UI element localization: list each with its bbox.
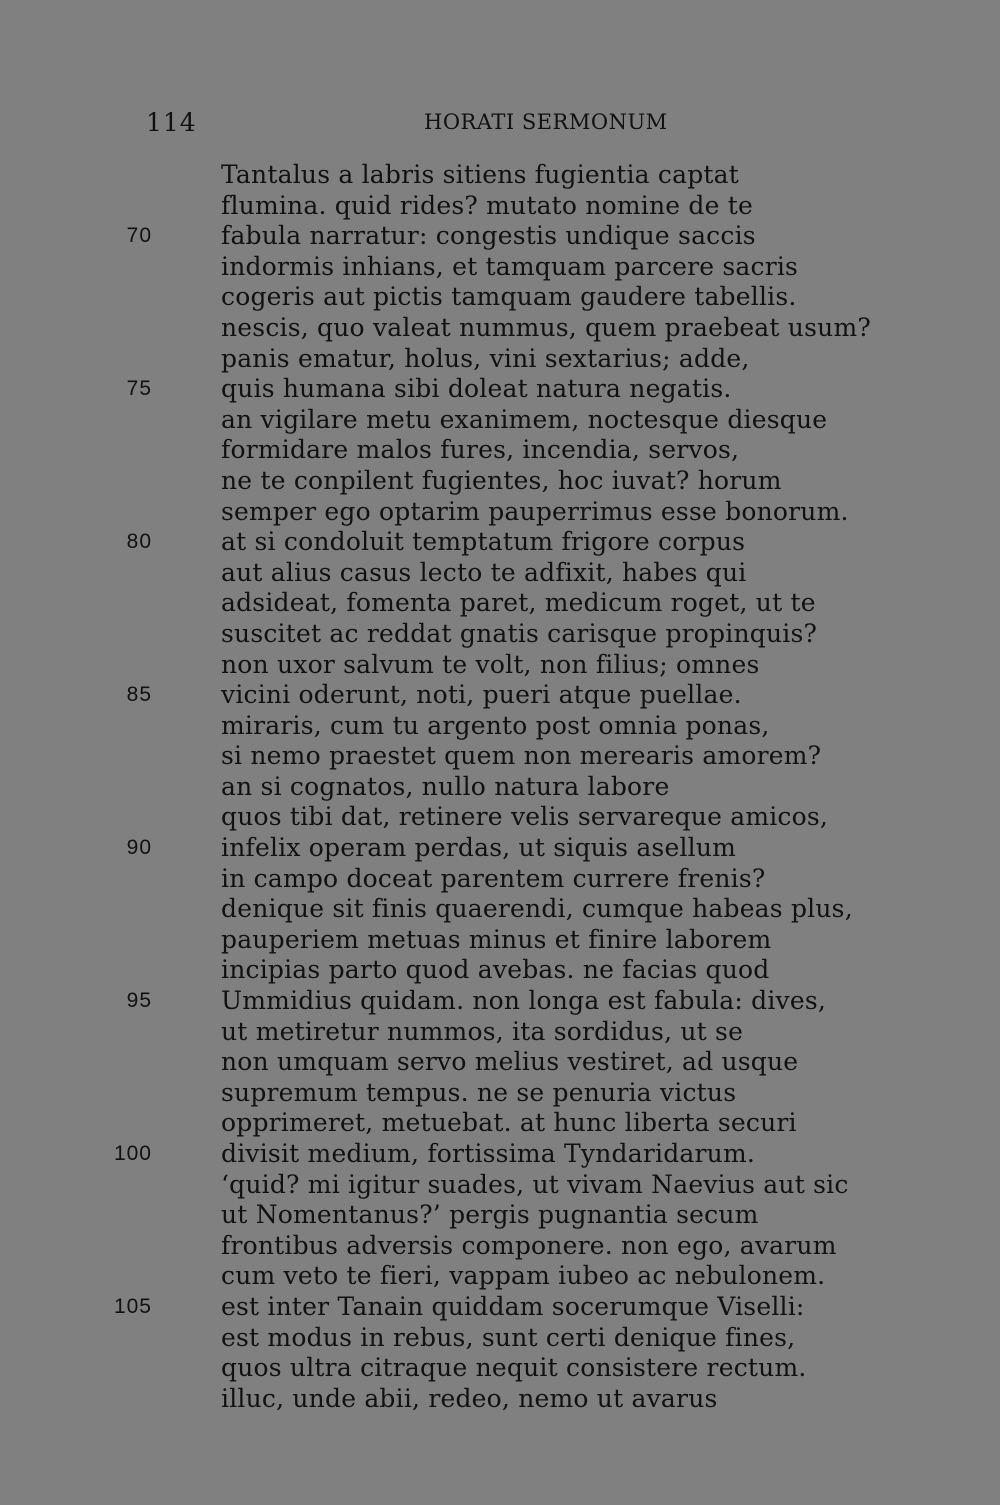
verse-line bbox=[0, 374, 1000, 405]
verse-line bbox=[0, 650, 1000, 681]
verse-line bbox=[0, 1078, 1000, 1109]
verse-text: fabula narratur: congestis undique saccis bbox=[221, 221, 756, 251]
verse-text: at si condoluit temptatum frigore corpus bbox=[221, 527, 746, 557]
verse-text: supremum tempus. ne se penuria victus bbox=[221, 1077, 737, 1107]
verse-text: est inter Tanain quiddam socerumque Viselli: bbox=[221, 1291, 805, 1321]
verse-text: frontibus adversis componere. non ego, avarum bbox=[221, 1230, 837, 1260]
line-number: 95 bbox=[126, 989, 152, 1013]
verse-line bbox=[0, 1384, 1000, 1415]
page-number: 114 bbox=[146, 108, 197, 137]
verse-text: quos tibi dat, retinere velis servareque amicos, bbox=[221, 802, 829, 832]
verse-text: suscitet ac reddat gnatis carisque propinquis? bbox=[221, 618, 818, 648]
verse-line bbox=[0, 619, 1000, 650]
verse-line bbox=[0, 344, 1000, 375]
verse-text: in campo doceat parentem currere frenis? bbox=[221, 863, 766, 893]
verse-text: aut alius casus lecto te adfixit, habes qui bbox=[221, 557, 747, 587]
verse-text: panis ematur, holus, vini sextarius; adde, bbox=[221, 343, 750, 373]
verse-text: quos ultra citraque nequit consistere rectum. bbox=[221, 1353, 807, 1383]
verse-line bbox=[0, 160, 1000, 191]
line-number: 75 bbox=[126, 377, 152, 401]
verse-text: adsideat, fomenta paret, medicum roget, ut te bbox=[221, 588, 816, 618]
verse-line bbox=[0, 741, 1000, 772]
verse-line bbox=[0, 986, 1000, 1017]
verse-line bbox=[0, 1017, 1000, 1048]
verse-text: vicini oderunt, noti, pueri atque puellae. bbox=[221, 680, 742, 710]
verse-line bbox=[0, 1139, 1000, 1170]
verse-text: formidare malos fures, incendia, servos, bbox=[221, 435, 740, 465]
verse-line bbox=[0, 1170, 1000, 1201]
verse-text: divisit medium, fortissima Tyndaridarum. bbox=[221, 1139, 756, 1168]
verse-line bbox=[0, 405, 1000, 436]
verse-text: quis humana sibi doleat natura negatis. bbox=[221, 374, 732, 404]
verse-line bbox=[0, 221, 1000, 252]
page-header bbox=[0, 108, 1000, 144]
verse-line bbox=[0, 191, 1000, 222]
verse-line bbox=[0, 1261, 1000, 1292]
verse-text: illuc, unde abii, redeo, nemo ut avarus bbox=[221, 1383, 718, 1413]
verse-line bbox=[0, 1231, 1000, 1262]
verse-line bbox=[0, 1200, 1000, 1231]
verse-line bbox=[0, 925, 1000, 956]
verse-text: ‘quid? mi igitur suades, ut vivam Naevius aut sic bbox=[221, 1169, 849, 1199]
line-number: 70 bbox=[126, 224, 152, 248]
verse-line bbox=[0, 833, 1000, 864]
verse-text: infelix operam perdas, ut siquis asellum bbox=[221, 833, 737, 863]
verse-line bbox=[0, 894, 1000, 925]
verse-line bbox=[0, 802, 1000, 833]
line-number: 105 bbox=[113, 1294, 152, 1318]
verse-list bbox=[0, 160, 1000, 1414]
verse-text: flumina. quid rides? mutato nomine de te bbox=[221, 190, 754, 220]
verse-line bbox=[0, 435, 1000, 466]
verse-text: cum veto te fieri, vappam iubeo ac nebulonem. bbox=[221, 1261, 826, 1291]
verse-text: non umquam servo melius vestiret, ad usque bbox=[221, 1047, 799, 1077]
verse-line bbox=[0, 1353, 1000, 1384]
verse-line bbox=[0, 711, 1000, 742]
running-head: HORATI SERMONUM bbox=[424, 110, 668, 134]
verse-line bbox=[0, 466, 1000, 497]
verse-line bbox=[0, 864, 1000, 895]
verse-line bbox=[0, 527, 1000, 558]
verse-text: denique sit finis quaerendi, cumque habeas plus, bbox=[221, 894, 853, 924]
verse-text: opprimeret, metuebat. at hunc liberta securi bbox=[221, 1108, 797, 1138]
verse-line bbox=[0, 1292, 1000, 1323]
verse-text: ne te conpilent fugientes, hoc iuvat? horum bbox=[221, 465, 782, 495]
verse-text: an si cognatos, nullo natura labore bbox=[221, 771, 670, 801]
verse-text: ut Nomentanus?’ pergis pugnantia secum bbox=[221, 1200, 759, 1230]
verse-line bbox=[0, 955, 1000, 986]
verse-line bbox=[0, 1047, 1000, 1078]
verse-text: cogeris aut pictis tamquam gaudere tabellis. bbox=[221, 282, 797, 312]
verse-text: Tantalus a labris sitiens fugientia captat bbox=[221, 160, 740, 189]
verse-line bbox=[0, 252, 1000, 283]
verse-line bbox=[0, 680, 1000, 711]
verse-text: incipias parto quod avebas. ne facias quod bbox=[221, 955, 770, 985]
verse-line bbox=[0, 1323, 1000, 1354]
verse-text: an vigilare metu exanimem, noctesque diesque bbox=[221, 404, 828, 434]
verse-text: miraris, cum tu argento post omnia ponas, bbox=[221, 710, 770, 740]
verse-text: indormis inhians, et tamquam parcere sacris bbox=[221, 251, 799, 281]
verse-line bbox=[0, 497, 1000, 528]
verse-text: Ummidius quidam. non longa est fabula: dives, bbox=[221, 986, 827, 1016]
verse-line bbox=[0, 282, 1000, 313]
verse-text: pauperiem metuas minus et finire laborem bbox=[221, 924, 772, 954]
verse-text: non uxor salvum te volt, non filius; omnes bbox=[221, 649, 760, 679]
verse-text: si nemo praestet quem non merearis amorem? bbox=[221, 741, 822, 771]
line-number: 90 bbox=[126, 836, 152, 860]
verse-text: semper ego optarim pauperrimus esse bonorum. bbox=[221, 496, 849, 526]
verse-line bbox=[0, 1108, 1000, 1139]
line-number: 100 bbox=[113, 1142, 152, 1165]
verse-text: est modus in rebus, sunt certi denique fines, bbox=[221, 1322, 796, 1352]
verse-text: nescis, quo valeat nummus, quem praebeat usum? bbox=[221, 312, 871, 342]
verse-line bbox=[0, 558, 1000, 589]
line-number: 80 bbox=[126, 530, 152, 554]
line-number: 85 bbox=[126, 683, 152, 707]
verse-line bbox=[0, 313, 1000, 344]
verse-line bbox=[0, 588, 1000, 619]
verse-text: ut metiretur nummos, ita sordidus, ut se bbox=[221, 1016, 744, 1046]
verse-line bbox=[0, 772, 1000, 803]
